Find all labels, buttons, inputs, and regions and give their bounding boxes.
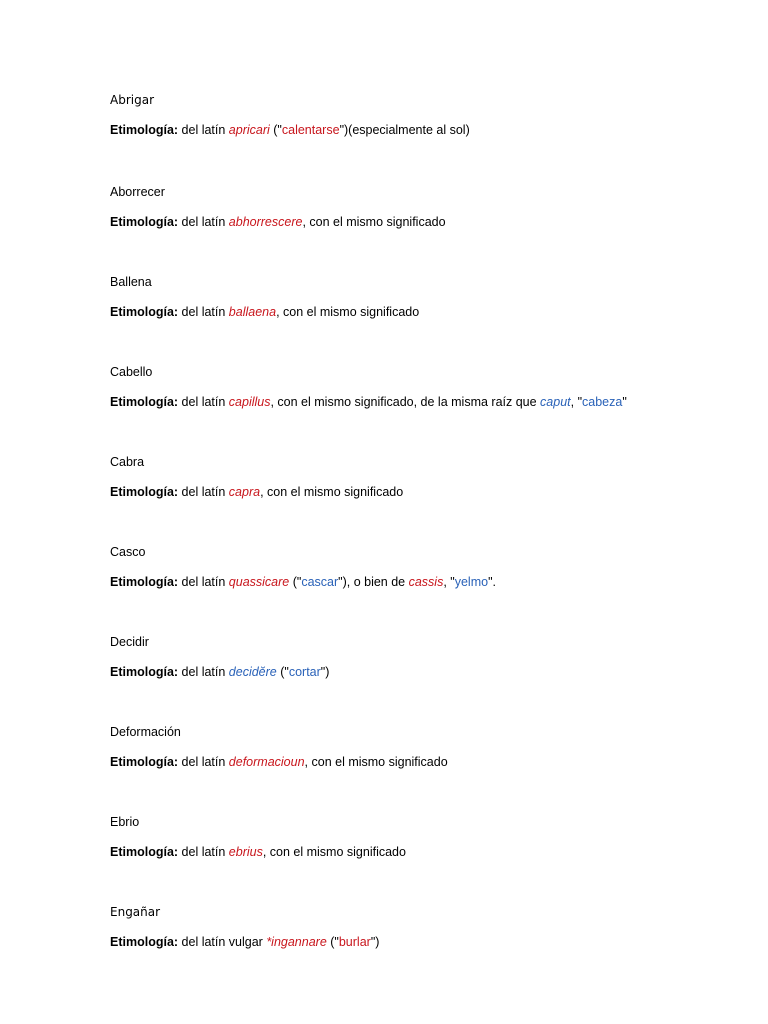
etymology-text: ") bbox=[370, 935, 380, 949]
etymology-text: del latín bbox=[178, 215, 229, 229]
gloss-term: cortar bbox=[288, 665, 321, 679]
etymology-line bbox=[110, 574, 496, 590]
entry-word: Cabra bbox=[110, 455, 145, 469]
etymology-text: del latín bbox=[178, 395, 229, 409]
latin-term: capra bbox=[228, 485, 261, 499]
etymology-text: , " bbox=[570, 395, 583, 409]
etymology-text: , con el mismo significado, de la misma raíz que bbox=[270, 395, 541, 409]
etymology-entry bbox=[110, 184, 750, 229]
gloss-term: cascar bbox=[301, 575, 339, 589]
etymology-text: " bbox=[622, 395, 627, 409]
entry-word: Cabello bbox=[110, 365, 153, 379]
etymology-label: Etimología: bbox=[110, 935, 179, 949]
etymology-line bbox=[110, 484, 403, 500]
etymology-text: (" bbox=[326, 935, 339, 949]
entry-word: Ballena bbox=[110, 275, 152, 289]
latin-term: capillus bbox=[228, 395, 271, 409]
etymology-text: ". bbox=[488, 575, 496, 589]
etymology-label: Etimología: bbox=[110, 305, 179, 319]
etymology-entry bbox=[110, 904, 750, 949]
latin-term: deformacioun bbox=[228, 755, 305, 769]
etymology-entry bbox=[110, 724, 750, 769]
etymology-text: del latín bbox=[178, 755, 229, 769]
etymology-line bbox=[110, 304, 419, 320]
etymology-line bbox=[110, 934, 379, 950]
etymology-label: Etimología: bbox=[110, 575, 179, 589]
entry-word: Ebrio bbox=[110, 815, 140, 829]
etymology-text: del latín bbox=[178, 575, 229, 589]
gloss-term: burlar bbox=[338, 935, 371, 949]
etymology-label: Etimología: bbox=[110, 665, 179, 679]
gloss-term: cabeza bbox=[582, 395, 623, 409]
etymology-line bbox=[110, 122, 470, 138]
latin-term: quassicare bbox=[228, 575, 290, 589]
etymology-label: Etimología: bbox=[110, 215, 179, 229]
latin-term: decidĕre bbox=[228, 665, 277, 679]
etymology-text: , con el mismo significado bbox=[302, 215, 446, 229]
etymology-text: , con el mismo significado bbox=[262, 845, 406, 859]
etymology-text: "), o bien de bbox=[338, 575, 409, 589]
etymology-text: ") bbox=[320, 665, 330, 679]
etymology-text: del latín bbox=[178, 305, 229, 319]
entry-word: Abrigar bbox=[110, 93, 154, 107]
etymology-label: Etimología: bbox=[110, 123, 179, 137]
latin-term: caput bbox=[540, 395, 571, 409]
etymology-entry bbox=[110, 634, 750, 679]
etymology-line bbox=[110, 664, 329, 680]
etymology-text: (" bbox=[269, 123, 282, 137]
latin-term: abhorrescere bbox=[228, 215, 303, 229]
latin-term: apricari bbox=[228, 123, 270, 137]
etymology-text: del latín vulgar bbox=[178, 935, 267, 949]
latin-term: ebrius bbox=[228, 845, 263, 859]
etymology-text: , con el mismo significado bbox=[260, 485, 404, 499]
entry-word: Aborrecer bbox=[110, 185, 165, 199]
etymology-entry bbox=[110, 544, 750, 589]
etymology-line bbox=[110, 754, 448, 770]
etymology-entry bbox=[110, 814, 750, 859]
etymology-label: Etimología: bbox=[110, 485, 179, 499]
etymology-text: , con el mismo significado bbox=[304, 755, 448, 769]
etymology-label: Etimología: bbox=[110, 845, 179, 859]
latin-term: *ingannare bbox=[266, 935, 327, 949]
etymology-text: del latín bbox=[178, 665, 229, 679]
etymology-text: del latín bbox=[178, 123, 229, 137]
etymology-line bbox=[110, 394, 627, 410]
etymology-entry bbox=[110, 364, 750, 409]
etymology-entry bbox=[110, 92, 750, 137]
entry-word: Engañar bbox=[110, 905, 161, 919]
etymology-text: del latín bbox=[178, 845, 229, 859]
etymology-label: Etimología: bbox=[110, 395, 179, 409]
gloss-term: yelmo bbox=[454, 575, 489, 589]
etymology-line bbox=[110, 214, 446, 230]
latin-term: cassis bbox=[408, 575, 444, 589]
etymology-text: , con el mismo significado bbox=[276, 305, 420, 319]
etymology-entry bbox=[110, 454, 750, 499]
etymology-label: Etimología: bbox=[110, 755, 179, 769]
entry-word: Casco bbox=[110, 545, 146, 559]
etymology-text: , " bbox=[443, 575, 455, 589]
etymology-entry bbox=[110, 274, 750, 319]
etymology-line bbox=[110, 844, 406, 860]
etymology-text: (" bbox=[276, 665, 289, 679]
gloss-term: calentarse bbox=[281, 123, 340, 137]
etymology-text: (" bbox=[289, 575, 302, 589]
etymology-text: ")(especialmente al sol) bbox=[339, 123, 470, 137]
etymology-text: del latín bbox=[178, 485, 229, 499]
latin-term: ballaena bbox=[228, 305, 277, 319]
entry-word: Deformación bbox=[110, 725, 181, 739]
entry-word: Decidir bbox=[110, 635, 149, 649]
